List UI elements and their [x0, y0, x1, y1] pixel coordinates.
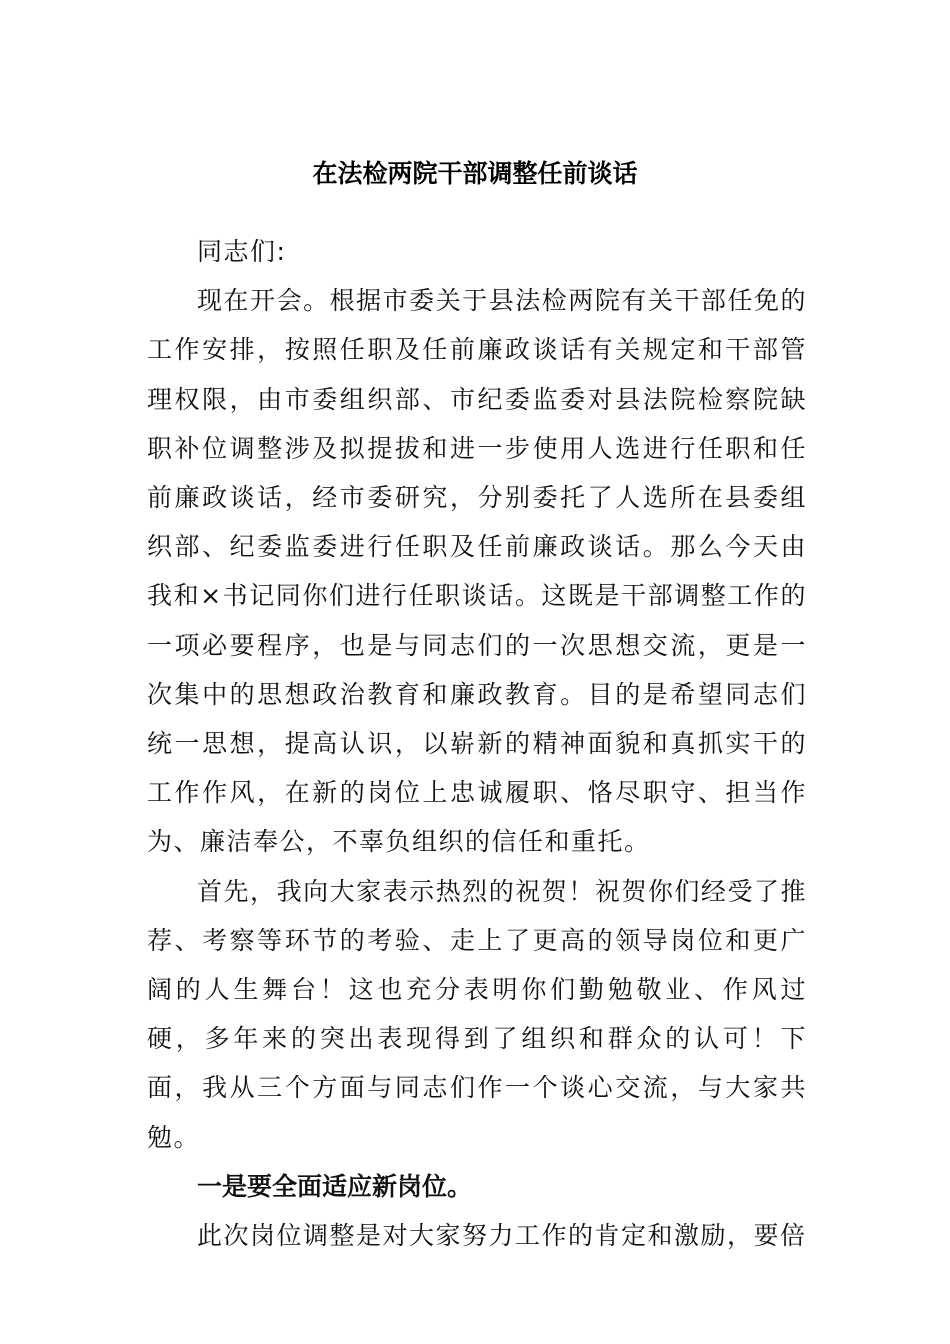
document-title: 在法检两院干部调整任前谈话	[312, 159, 638, 188]
document-body	[147, 227, 807, 1260]
body-paragraph-2: 首先，我向大家表示热烈的祝贺！祝贺你们经受了推荐、考察等环节的考验、走上了更高的领导岗位和更广阔的人生舞台！这也充分表明你们勤勉敬业、作风过硬，多年来的突出表现得到了组织和群众的认可！下面，我从三个方面与同志们作一个谈心交流，与大家共勉。	[147, 876, 807, 1152]
salutation: 同志们:	[197, 237, 287, 266]
body-paragraph-1: 现在开会。根据市委关于县法检两院有关干部任免的工作安排，按照任职及任前廉政谈话有关规定和干部管理权限，由市委组织部、市纪委监委对县法院检察院缺职补位调整涉及拟提拔和进一步使用人选进行任职和任前廉政谈话，经市委研究，分别委托了人选所在县委组织部、纪委监委进行任职及任前廉政谈话。那么今天由我和×书记同你们进行任职谈话。这既是干部调整工作的一项必要程序，也是与同志们的一次思想交流，更是一次集中的思想政治教育和廉政教育。目的是希望同志们统一思想，提高认识，以崭新的精神面貌和真抓实干的工作作风，在新的岗位上忠诚履职、恪尽职守、担当作为、廉洁奉公，不辜负组织的信任和重托。	[147, 286, 807, 857]
section-heading: 一是要全面适应新岗位。	[197, 1171, 473, 1201]
section-paragraph: 此次岗位调整是对大家努力工作的肯定和激励，要倍	[197, 1221, 807, 1251]
